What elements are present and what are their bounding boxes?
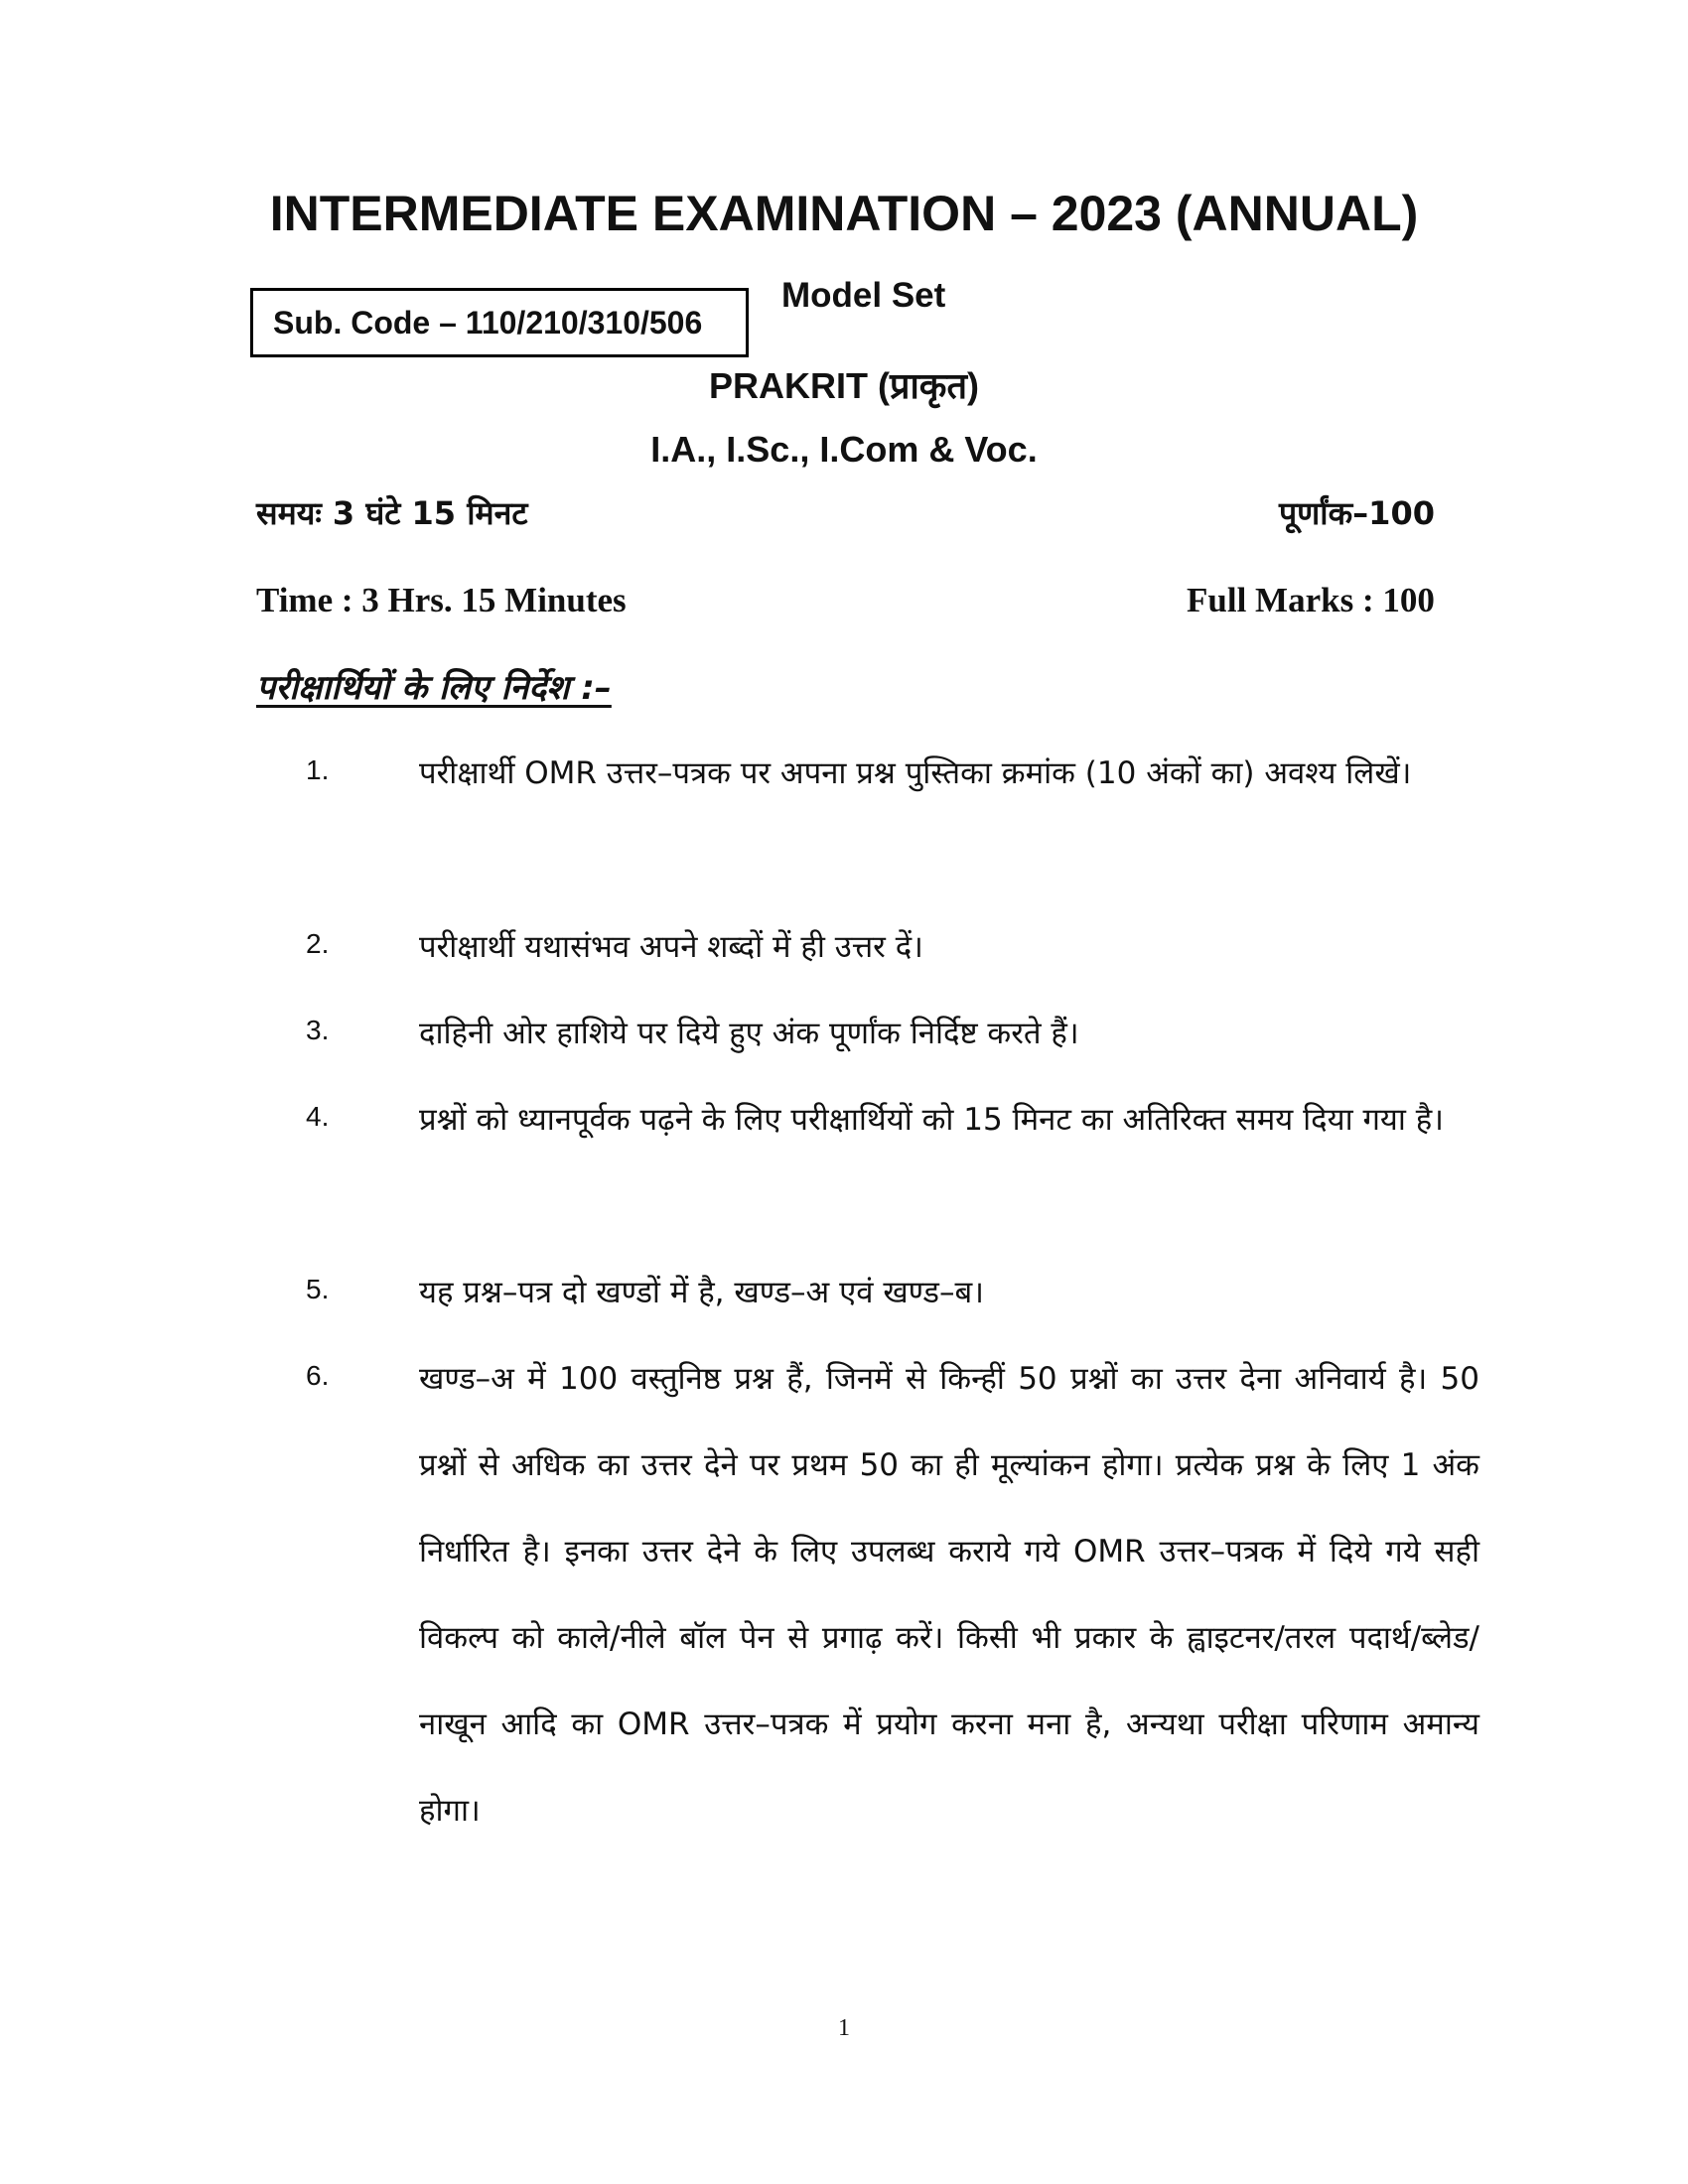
instruction-number: 3. bbox=[306, 1015, 330, 1045]
instruction-number: 5. bbox=[306, 1274, 330, 1304]
time-hindi: समयः 3 घंटे 15 मिनट bbox=[256, 494, 528, 532]
instruction-number: 4. bbox=[306, 1101, 330, 1132]
full-marks-hindi: पूर्णांक–100 bbox=[1279, 494, 1435, 532]
streams-line: I.A., I.Sc., I.Com & Voc. bbox=[650, 429, 1038, 470]
instruction-text: परीक्षार्थी यथासंभव अपने शब्दों में ही उत्तर दें। bbox=[419, 929, 923, 965]
instruction-number: 2. bbox=[306, 928, 330, 959]
instructions-heading: परीक्षार्थियों के लिए निर्देश :– bbox=[256, 668, 612, 708]
instruction-number: 6. bbox=[306, 1360, 330, 1391]
page-number: 1 bbox=[838, 2015, 850, 2041]
model-set-label: Model Set bbox=[781, 276, 946, 315]
sub-code-box: Sub. Code – 110/210/310/506 bbox=[250, 288, 749, 357]
instruction-text: परीक्षार्थी OMR उत्तर–पत्रक पर अपना प्रश्न पुस्तिका क्रमांक (10 अंकों का) अवश्य लिखें। bbox=[419, 755, 1412, 791]
exam-title: INTERMEDIATE EXAMINATION – 2023 (ANNUAL) bbox=[269, 186, 1419, 241]
subject-title: PRAKRIT (प्राकृत) bbox=[709, 365, 979, 406]
instruction-text: प्रश्नों को ध्यानपूर्वक पढ़ने के लिए परीक्षार्थियों को 15 मिनट का अतिरिक्त समय दिया गया है। bbox=[419, 1102, 1444, 1138]
full-marks-english: Full Marks : 100 bbox=[1187, 581, 1435, 619]
instruction-number: 1. bbox=[306, 754, 330, 785]
instruction-text: खण्ड–अ में 100 वस्तुनिष्ठ प्रश्न हैं, जिनमें से किन्हीं 50 प्रश्नों का उत्तर देना अनिवार्य है। 50 प्रश्नों से अधिक का उत्तर देने पर प्रथम 50 का ही मूल्यांकन होगा। प्रत्येक प्रश्न के लिए 1 अंक निर्धारित है। इनका उत्तर देने के लिए उपलब्ध कराये गये OMR उत्तर–पत्रक में दिये गये सही विकल्प को काले/नीले बॉल पेन से प्रगाढ़ करें। किसी भी प्रकार के ह्वाइटनर/तरल पदार्थ/ब्लेड/नाखून आदि का OMR उत्तर–पत्रक में प्रयोग करना मना है, अन्यथा परीक्षा परिणाम अमान्य होगा। bbox=[419, 1361, 1479, 1829]
time-english: Time : 3 Hrs. 15 Minutes bbox=[256, 581, 627, 619]
instruction-text: यह प्रश्न–पत्र दो खण्डों में है, खण्ड–अ एवं खण्ड–ब। bbox=[419, 1275, 984, 1310]
instruction-text: दाहिनी ओर हाशिये पर दिये हुए अंक पूर्णांक निर्दिष्ट करते हैं। bbox=[419, 1016, 1079, 1051]
